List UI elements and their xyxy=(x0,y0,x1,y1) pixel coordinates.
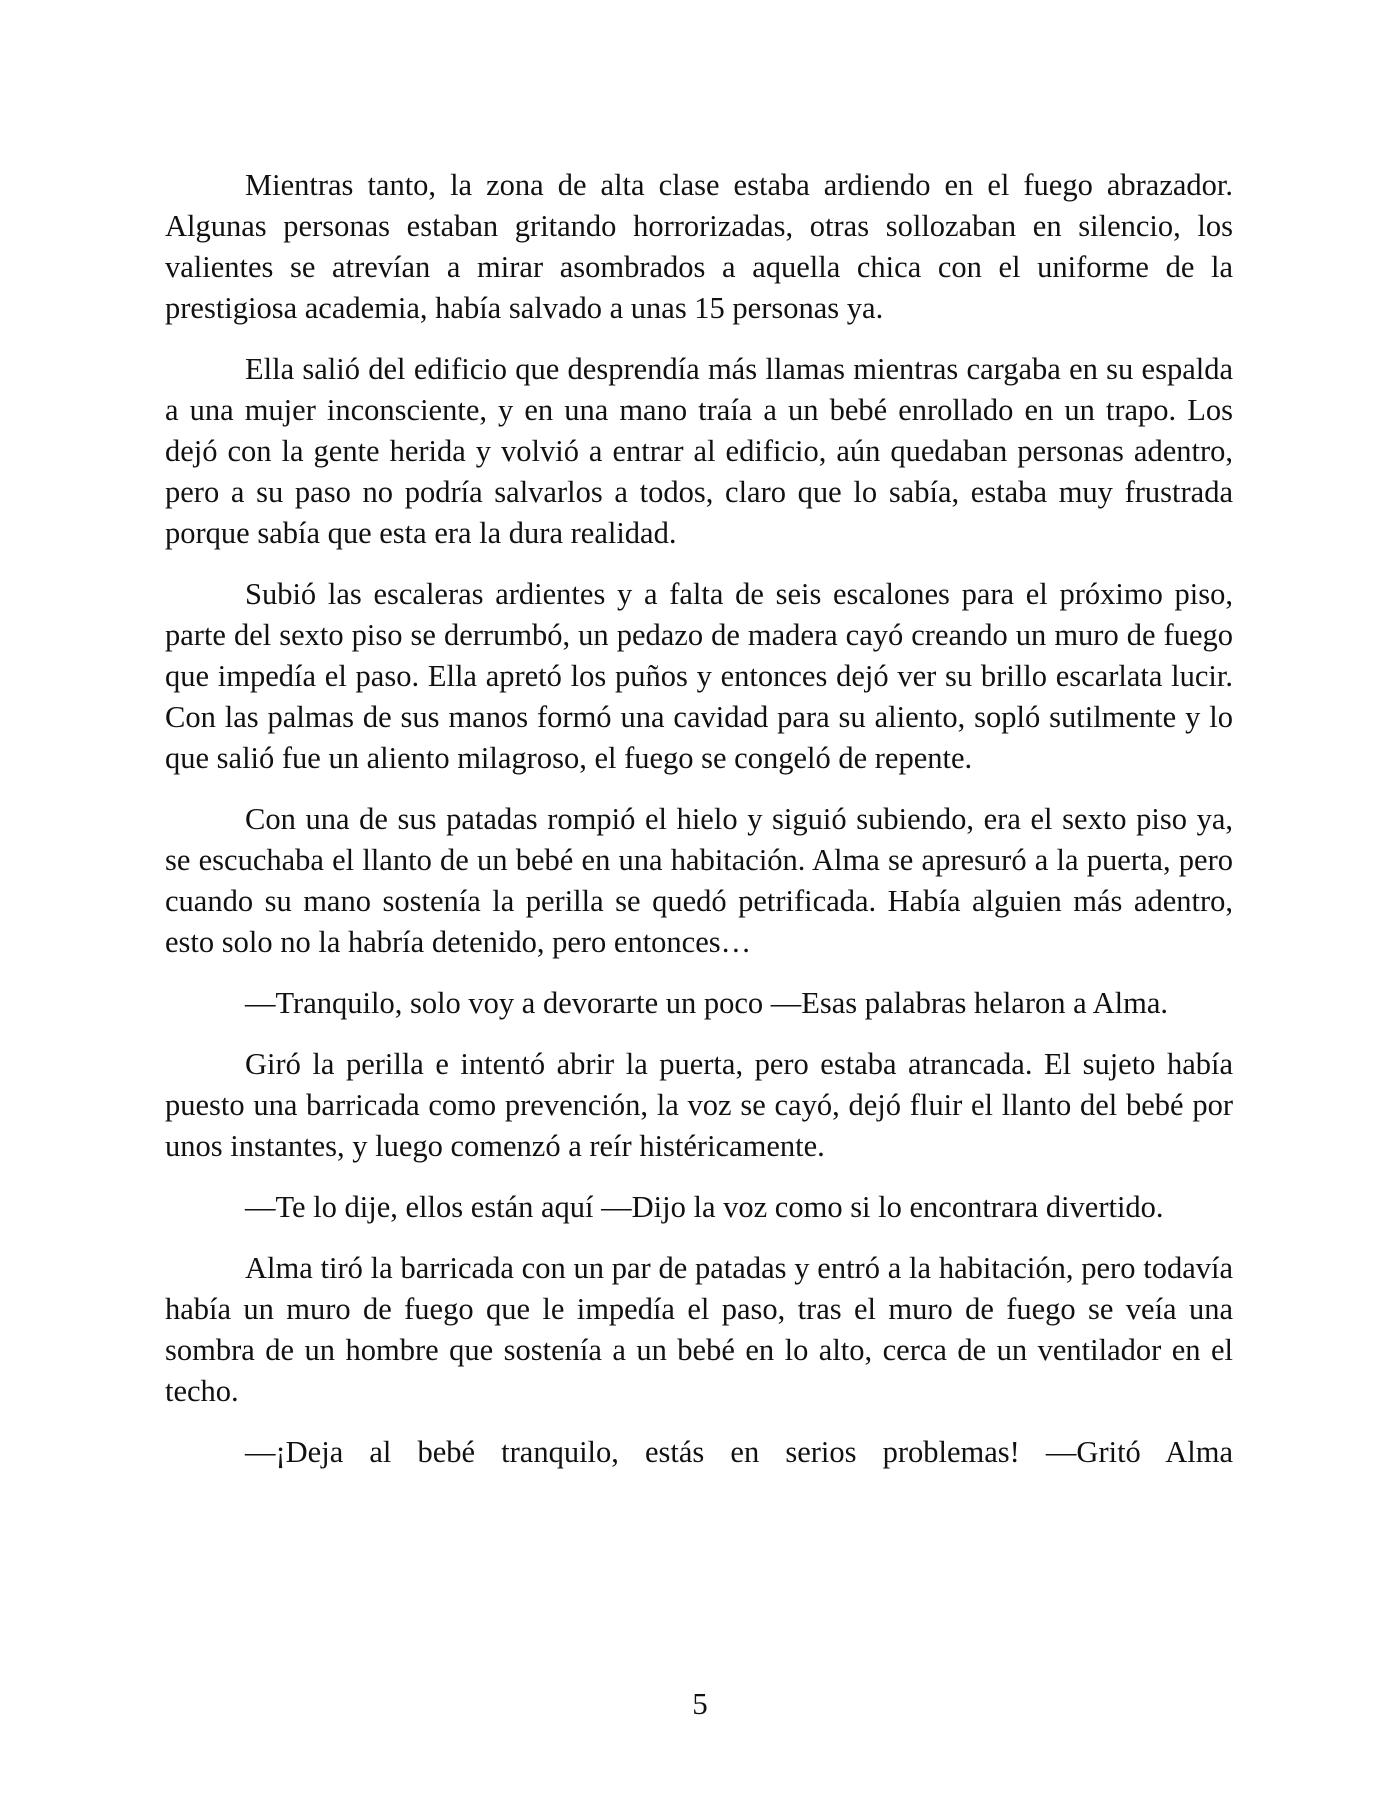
paragraph: Giró la perilla e intentó abrir la puerta, pero estaba atrancada. El sujeto había puesto una barricada como prevención, la voz se cayó, dejó fluir el llanto del bebé por unos instantes, y luego comenzó a reír histéricamente. xyxy=(165,1047,1233,1163)
page-number: 5 xyxy=(692,1686,708,1721)
paragraph: Ella salió del edificio que desprendía más llamas mientras cargaba en su espalda a una mujer inconsciente, y en una mano traía a un bebé enrollado en un trapo. Los dejó con la gente herida y volvió a entrar al edificio, aún quedaban personas adentro, pero a su paso no podría salvarlos a todos, claro que lo sabía, estaba muy frustrada porque sabía que esta era la dura realidad. xyxy=(165,352,1233,550)
paragraph: Mientras tanto, la zona de alta clase estaba ardiendo en el fuego abrazador. Algunas personas estaban gritando horrorizadas, otras sollozaban en silencio, los valientes se atrevían a mirar asombrados a aquella chica con el uniforme de la prestigiosa academia, había salvado a unas 15 personas ya. xyxy=(165,168,1233,325)
paragraph: —Te lo dije, ellos están aquí —Dijo la voz como si lo encontrara divertido. xyxy=(245,1190,1164,1224)
paragraph: —Tranquilo, solo voy a devorarte un poco —Esas palabras helaron a Alma. xyxy=(245,986,1168,1020)
paragraph-continues: —¡Deja al bebé tranquilo, estás en serios problemas! —Gritó Alma xyxy=(245,1435,1233,1469)
paragraph: Con una de sus patadas rompió el hielo y siguió subiendo, era el sexto piso ya, se escuchaba el llanto de un bebé en una habitación. Alma se apresuró a la puerta, pero cuando su mano sostenía la perilla se quedó petrificada. Había alguien más adentro, esto solo no la habría detenido, pero entonces… xyxy=(165,802,1233,959)
paragraph: Subió las escaleras ardientes y a falta de seis escalones para el próximo piso, parte del sexto piso se derrumbó, un pedazo de madera cayó creando un muro de fuego que impedía el paso. Ella apretó los puños y entonces dejó ver su brillo escarlata lucir. Con las palmas de sus manos formó una cavidad para su aliento, sopló sutilmente y lo que salió fue un aliento milagroso, el fuego se congeló de repente. xyxy=(165,577,1233,775)
paragraph: Alma tiró la barricada con un par de patadas y entró a la habitación, pero todavía había un muro de fuego que le impedía el paso, tras el muro de fuego se veía una sombra de un hombre que sostenía a un bebé en lo alto, cerca de un ventilador en el techo. xyxy=(165,1251,1233,1408)
page-body xyxy=(165,165,1233,1493)
